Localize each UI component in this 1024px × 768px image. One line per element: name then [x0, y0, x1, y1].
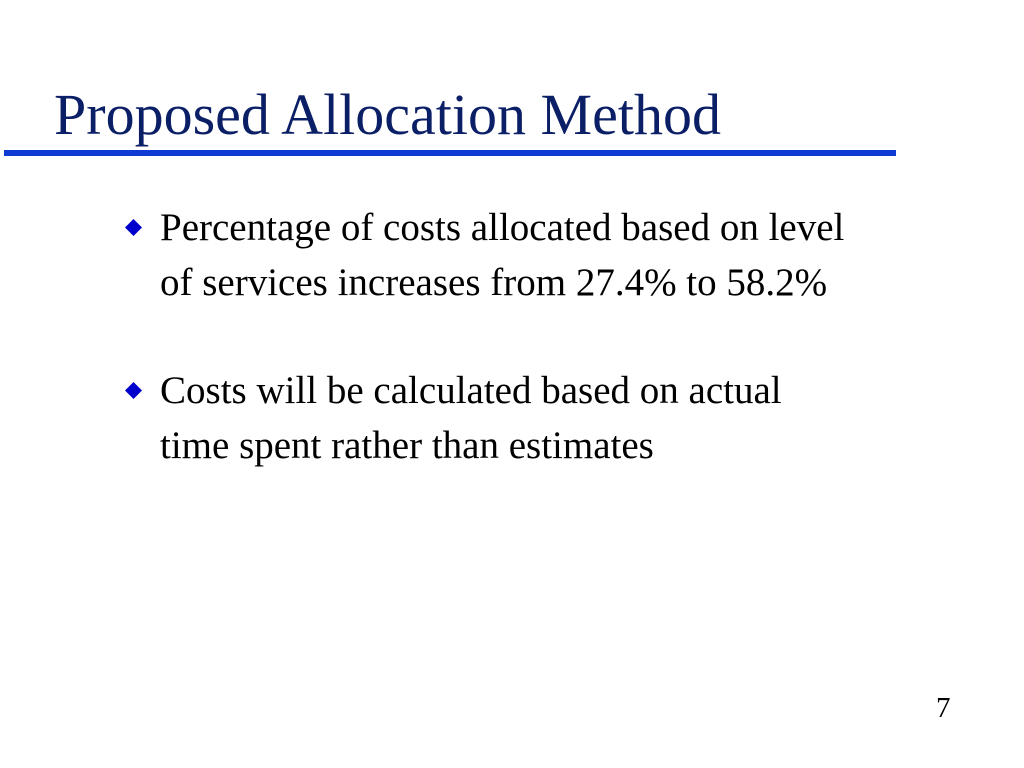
bullet-text-line: of services increases from 27.4% to 58.2% [160, 261, 828, 304]
bullet-text-line: Costs will be calculated based on actual [160, 369, 782, 412]
title-underline-rule [4, 150, 896, 156]
bullet-list [122, 200, 972, 526]
bullet-text-line: Percentage of costs allocated based on level [160, 206, 845, 249]
bullet-item-2 [122, 363, 972, 473]
bullet-item-1 [122, 200, 972, 310]
page-number: 7 [936, 692, 951, 724]
bullet-text-line: time spent rather than estimates [160, 424, 654, 467]
diamond-bullet-icon [125, 382, 142, 399]
diamond-bullet-icon [125, 219, 142, 236]
slide-title: Proposed Allocation Method [54, 82, 721, 147]
